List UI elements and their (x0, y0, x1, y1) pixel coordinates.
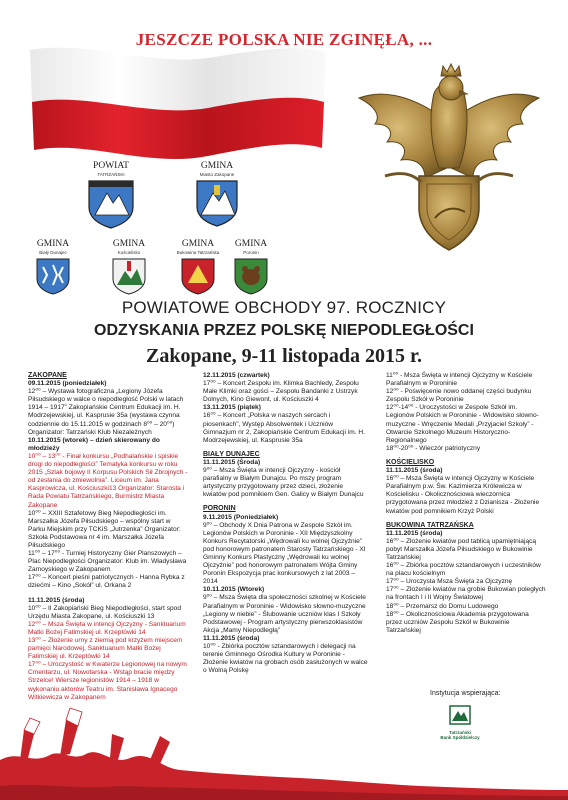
bukowina-coat-of-arms-icon (180, 257, 216, 295)
bank-mountain-icon (449, 705, 471, 725)
event-item: 17⁰⁰ – Koncert pieśni patriotycznych - Hanna Rybka z dziećmi – Kino „Sokół” ul. Orkana 2 (28, 574, 185, 590)
event-item: 16⁰⁰ – Msza Święta w intencji Ojczyzny w Kościele Parafialnym p.w. Św. Kazimierza Królewicza w Kościelisku - Okolicznościowa wieczornica przygotowana przez młodzież z Dzianisza - Złożenie kwiatów pod pomnikiem Krzyż Polski (386, 475, 540, 515)
section-title: BUKOWINA TATRZAŃSKA (386, 521, 474, 529)
event-item: 11⁰⁰ - Msza Święta w intencji Ojczyzny w Kościele Parafialnym w Poroninie (386, 372, 533, 388)
event-item: 9⁰⁰ – Msza Święta w intencji Ojczyzny - kościół parafialny w Białym Dunajcu. Po mszy program artystyczny przygotowany przez dzieci, złożenie kwiatów pod pomnikiem Gen. Galicy w Białym Dunajcu (203, 467, 364, 499)
date-line: 9.11.2015 (Poniedziałek) (203, 513, 279, 521)
event-item: 17⁰⁰ – Uroczysta Msza Święta za Ojczyznę (386, 578, 513, 586)
crest-subtitle: Miasto Zakopane (199, 171, 235, 177)
date-line: 10.11.2015 (wtorek) – dzień skierowany do młodzieży (28, 436, 160, 452)
crest-title: GMINA (181, 239, 215, 249)
crest-subtitle: Poronin (243, 249, 259, 255)
event-item: 10⁰⁰ – II Zakopiański Bieg Niepodległości, start spod Urzędu Miasta Zakopane, ul. Kościuszki 13 (28, 604, 181, 620)
section-title: ZAKOPANE (28, 372, 67, 379)
event-item: 9⁰⁰ – Obchody X Dnia Patrona w Zespole Szkół im. Legionów Polskich w Poroninie - XII Międzyszkolny Konkurs Recytatorski „Wędrowali ku wolnej Ojczyźnie” pod honorowym patronatem Starosty Tatrzańskiego - XI Gminny Konkurs Plastyczny „Wędrowali ku wolnej Ojczyźnie” pod honorowym patronatem Wójta Gminy Poronin Ekspozycja prac konkursowych z lat 2003 – 2014 (203, 521, 366, 586)
date-line: 11.11.2015 (środa) (28, 596, 85, 604)
program-column-1 (28, 372, 188, 702)
crest-bialy-dunajec (30, 240, 76, 300)
date-line: 11.11.2015 (środa) (203, 634, 260, 642)
bialy-dunajec-coat-of-arms-icon (35, 257, 71, 295)
event-item: 11⁰⁰ – 17⁰⁰ - Turniej Historyczny Gier Planszowych – Plac Niepodległości Organizator: Klub im. Władysława Zamoyskiego w Zakopanem (28, 550, 187, 574)
zakopane-coat-of-arms-icon (195, 179, 239, 227)
section-title: BIAŁY DUNAJEC (203, 450, 260, 458)
crest-zakopane (186, 162, 248, 232)
crest-title: POWIAT (93, 161, 129, 171)
poronin-coat-of-arms-icon (233, 257, 269, 295)
crest-subtitle: Kościelisko (117, 249, 141, 255)
crest-poronin (228, 240, 274, 300)
event-item: 17⁰⁰ – Złożenie kwiatów na grobie Bukowian poległych na frontach I i II Wojny Światowej (386, 586, 546, 602)
event-item: 18⁰⁰ – Przemarsz do Domu Ludowego (386, 602, 499, 610)
crest-koscielisko (106, 240, 152, 300)
crest-subtitle: Biały Dunajec (39, 249, 67, 255)
event-item: 17⁰⁰ – Uroczystość w Kwaterze Legionowej na nowym Cmentarzu, ul. Nowotarska - Wstąp bracie między Strzelce! Wiersze legionistów 1914 – 1918 w wykonaniu aktorów Teatru im. Stanisława Ignacego Witkiewicza w Zakopanem (28, 661, 187, 701)
crest-subtitle: TATRZAŃSKI (97, 171, 125, 177)
event-item: 12⁰⁰ – Wystawa fotograficzna „Legiony Józefa Piłsudskiego w walce o niepodległość Polski w latach 1914 – 1917” Zakopiańskie Centrum Edukacji im. H. Modrzejewskiej, ul. Kasprusie 35a (wystawa czynna codziennie do 15.11.2015 w godzinach 8⁰⁰ – 20⁰⁰) Organizator: Tatrzański Klub Niezależnych (28, 388, 184, 436)
event-item: 13⁰⁰ – Złożenie urny z ziemią pod krzyżem miejscem pamięci Narodowej, Sanktuarium Matki Bożej Fatimskiej ul. Krzeptówki 14 (28, 637, 183, 661)
motto-heading: JESZCZE POLSKA NIE ZGINĘŁA, ... (135, 30, 433, 49)
crowd-silhouette-image (0, 690, 568, 800)
bank-name-line2: Bank Spółdzielczy (440, 735, 480, 740)
event-item: 18⁰⁰-20⁰⁰ - Wieczór patriotyczny (386, 444, 481, 452)
crest-powiat (80, 162, 142, 234)
event-item: 16⁰⁰ – Złożenie kwiatów pod tablicą upamiętniającą pobyt Marszałka Józefa Piłsudskiego w Bukowinie Tatrzańskiej (386, 537, 537, 561)
crest-title: GMINA (112, 239, 146, 249)
crest-bukowina (172, 240, 224, 300)
event-item: 10⁰⁰ – XXIII Sztafetowy Bieg Niepodległości im. Marszałka Józefa Piłsudskiego – wspólny start w Parku Miejskim przy TCKiS „Jutrzenka” Organizator: Szkoła Podstawowa nr 4 im. Marszałka Józefa Piłsudskiego (28, 509, 181, 549)
powiat-coat-of-arms-icon (87, 179, 135, 229)
event-item: 17⁰⁰ – Koncert Zespołu im. Klimka Bachledy, Zespołu Małe Klimki oraz gości – Zespołu Bandanki z Ustrzyk Dolnych, Kino Giewont, ul. Kościuszki 4 (203, 380, 359, 404)
crest-title: GMINA (234, 239, 268, 249)
sponsor-label: Instytucja wspierająca: (430, 690, 501, 697)
date-line: 11.11.2015 (środa) (386, 467, 443, 475)
event-item: 16⁰⁰ – Zbiórka pocztów sztandarowych i uczestników na placu kościelnym (386, 562, 541, 578)
date-line: 09.11.2015 (poniedziałek) (28, 380, 107, 388)
event-item: 10⁰⁰ - Zbiórka pocztów sztandarowych i delegacji na terenie Gminnego Ośrodka Kultury w Poroninie - Złożenie kwiatów na grobach osób zasłużonych w walce o Wolną Polskę (203, 643, 368, 675)
event-item: 16⁰⁰ – Koncert „Polska w naszych sercach i piosenkach”, Występ Absolwentek i Uczniów Gimnazjum nr 2, Zakopiańskie Centrum Edukacji im. H. Modrzejewskiej, ul. Kasprusie 35a (203, 412, 365, 444)
section-title: KOŚCIELISKO (386, 458, 435, 466)
event-item: 12⁰⁰ - Poświęcenie nowo oddanej części budynku Zespołu Szkół w Poroninie (386, 388, 532, 404)
event-item: 10⁰⁰ – 13⁰⁰ - Finał konkursu „Podhalańskie i spiskie drogi do niepodległości” Tematyka konkursu w roku 2015 „Szlak bojowy II Korpusu Polskich Sił Zbrojnych - od zesłania do zmiewolnia”. Liceum im. Jana Kasprowicza, ul. Kościuszki13 Organizator: Starosta i Rada Powiatu Tatrzańskiego, Burmistrz Miasta Zakopane (28, 452, 188, 509)
date-line: 11.11.2015 (Środa) (203, 458, 261, 466)
crest-subtitle: Bukowina Tatrzańska (176, 249, 220, 255)
program-column-2 (203, 372, 368, 675)
bank-logo (440, 705, 480, 740)
event-item: 18⁰⁰ – Okolicznościowa Akademia przygotowana przez uczniów Zespołu Szkół w Bukowinie Tatrzańskiej (386, 610, 529, 634)
eagle-emblem-image (355, 58, 543, 258)
date-line: 13.11.2015 (piątek) (203, 404, 261, 412)
polish-flag-image (28, 36, 328, 162)
date-line: 10.11.2015 (Wtorek) (203, 586, 265, 594)
crest-title: GMINA (36, 239, 70, 249)
section-title: PORONIN (203, 505, 236, 513)
bank-name-line1: Tatrzański (449, 730, 471, 735)
event-item: 9⁰⁰ – Msza Święta dla społeczności szkolnej w Kościele Parafialnym w Poroninie - Widowisko słowno-muzyczne „Legiony w niebie” - Ślubowanie uczniów klas I Szkoły Podstawowej - Program artystyczny pierwszoklasistów Akcja „Mamy Niepodległą” (203, 594, 366, 634)
date-line: 12.11.2015 (czwartek) (203, 372, 270, 379)
program-column-3 (386, 372, 546, 635)
sub-heading: ODZYSKANIA PRZEZ POLSKĘ NIEPODLEGŁOŚCI (94, 322, 474, 339)
koscielisko-coat-of-arms-icon (111, 257, 147, 295)
crest-title: GMINA (200, 161, 234, 171)
date-line: 11.11.2015 (środa) (386, 529, 443, 537)
event-item: 12⁰⁰ – Msza Święta w intencji Ojczyzny - Sanktuarium Matki Bożej Fatimskiej ul. Krzeptówki 14 (28, 620, 186, 636)
place-date-heading: Zakopane, 9-11 listopada 2015 r. (146, 345, 422, 367)
event-item: 12⁰⁰-14⁰⁰ - Uroczystości w Zespole Szkół im. Legionów Polskich w Poroninie - Widowisko słowno-muzyczne - Wręczenie Medali „Przyjaciel Szkoły” - Otwarcie Szkolnego Muzeum Historyczno-Regionalnego (386, 404, 539, 444)
main-heading: POWIATOWE OBCHODY 97. ROCZNICY (121, 298, 447, 317)
